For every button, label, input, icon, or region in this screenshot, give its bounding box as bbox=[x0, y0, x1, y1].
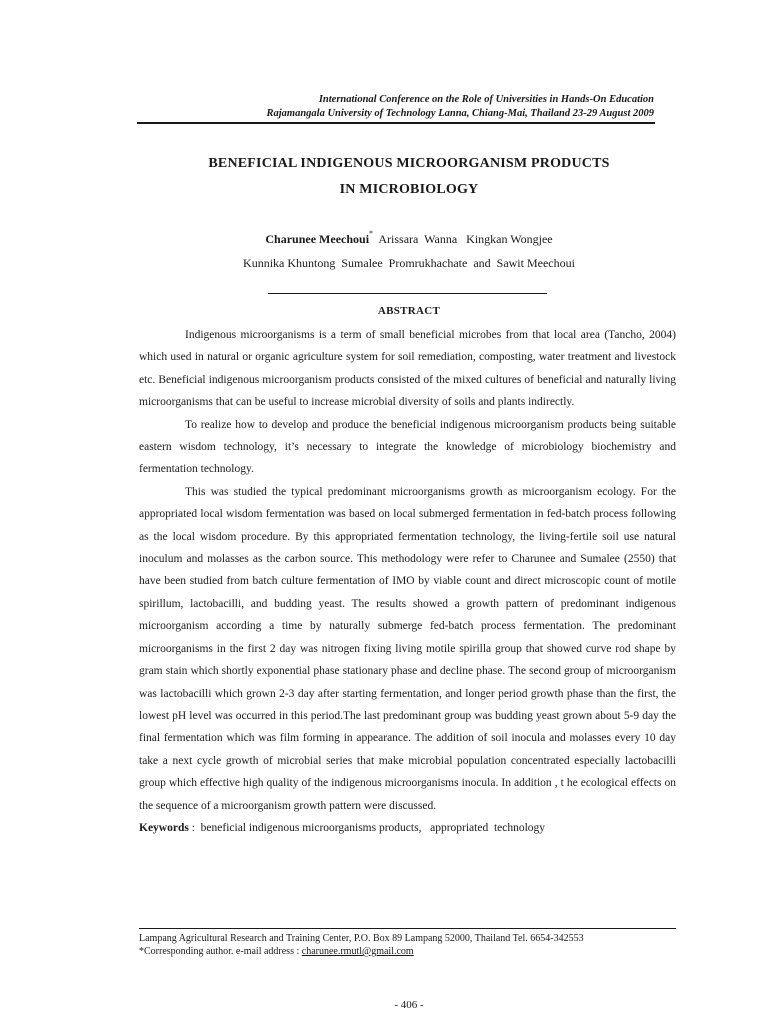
header-rule bbox=[137, 122, 655, 124]
corresponding-marker: * bbox=[369, 229, 374, 238]
paper-title-line1: BENEFICIAL INDIGENOUS MICROORGANISM PRODUCTS bbox=[208, 156, 610, 171]
page-number: - 406 - bbox=[394, 999, 424, 1011]
keywords-text: : beneficial indigenous microorganisms products, appropriated technology bbox=[188, 821, 546, 834]
lead-author: Charunee Meechoui bbox=[265, 232, 370, 246]
abstract-rule bbox=[268, 293, 547, 294]
author-list-line1 bbox=[25, 229, 768, 247]
abstract-paragraph-2: To realize how to develop and produce the beneficial indigenous microorganism products being suitable eastern wisdom technology, it’s necessary to integrate the knowledge of microbiology biochemistry and fermentation technology. bbox=[139, 418, 676, 476]
conference-title: International Conference on the Role of Universities in Hands-On Education bbox=[318, 94, 654, 105]
conference-venue: Rajamangala University of Technology Lanna, Chiang-Mai, Thailand 23-29 August 2009 bbox=[266, 108, 654, 119]
email-link[interactable]: charunee.rmutl@gmail.com bbox=[301, 946, 414, 957]
coauthors-line1: Arissara Wanna Kingkan Wongjee bbox=[373, 232, 553, 246]
author-list-line2: Kunnika Khuntong Sumalee Promrukhachate and Sawit Meechoui bbox=[243, 256, 575, 270]
corresponding-prefix: *Corresponding author. e-mail address : bbox=[139, 946, 302, 957]
keywords-label: Keywords bbox=[139, 821, 189, 834]
footer-affiliation: Lampang Agricultural Research and Training Center, P.O. Box 89 Lampang 52000, Thailand Tel. 6654-342553 bbox=[139, 933, 584, 944]
abstract-heading: ABSTRACT bbox=[377, 305, 441, 317]
footer-corresponding bbox=[139, 945, 414, 958]
footer-rule bbox=[139, 928, 676, 929]
paper-title-line2: IN MICROBIOLOGY bbox=[339, 182, 479, 197]
abstract-paragraph-1: Indigenous microorganisms is a term of small beneficial microbes from that local area (Tancho, 2004) which used in natural or organic agriculture system for soil remediation, composting, water treatment and livestock etc. Beneficial indigenous microorganism products consisted of the mixed cultures of beneficial and naturally living microorganisms that can be useful to increase microbial diversity of soils and plants indirectly. bbox=[139, 329, 676, 409]
abstract-paragraph-3: This was studied the typical predominant microorganisms growth as microorganism ecology. For the appropriated local wisdom fermentation was based on local submerged fermentation in fed-batch process following as the local wisdom procedure. By this appropriated fermentation technology, the living-fertile soil use natural inoculum and molasses as the carbon source. This methodology were refer to Charunee and Sumalee (2550) that have been studied from batch culture fermentation of IMO by viable count and direct microscopic count of motile spirillum, lactobacilli, and budding yeast. The results showed a growth pattern of predominant indigenous microorganism according a time by naturally submerge fed-batch process fermentation. The predominant microorganisms in the first 2 day was nitrogen fixing living motile spirilla group that showed curve rod shape by gram stain which shortly exponential phase stationary phase and decline phase. The second group of microorganism was lactobacilli which grown 2-3 day after starting fermentation, and longer period growth phase than the first, the lowest pH level was occurred in this period.The last predominant group was budding yeast grown about 5-9 day the final fermentation which was film forming in appearance. The addition of soil inocula and molasses every 10 day take a next cycle growth of microbial series that make microbial population concentrated especially lactobacilli group which effective high quality of the indigenous microorganisms inocula. In addition , t he ecological effects on the sequence of a microorganism growth pattern were discussed. bbox=[139, 485, 676, 812]
abstract-body bbox=[139, 324, 676, 839]
keywords bbox=[139, 817, 676, 839]
